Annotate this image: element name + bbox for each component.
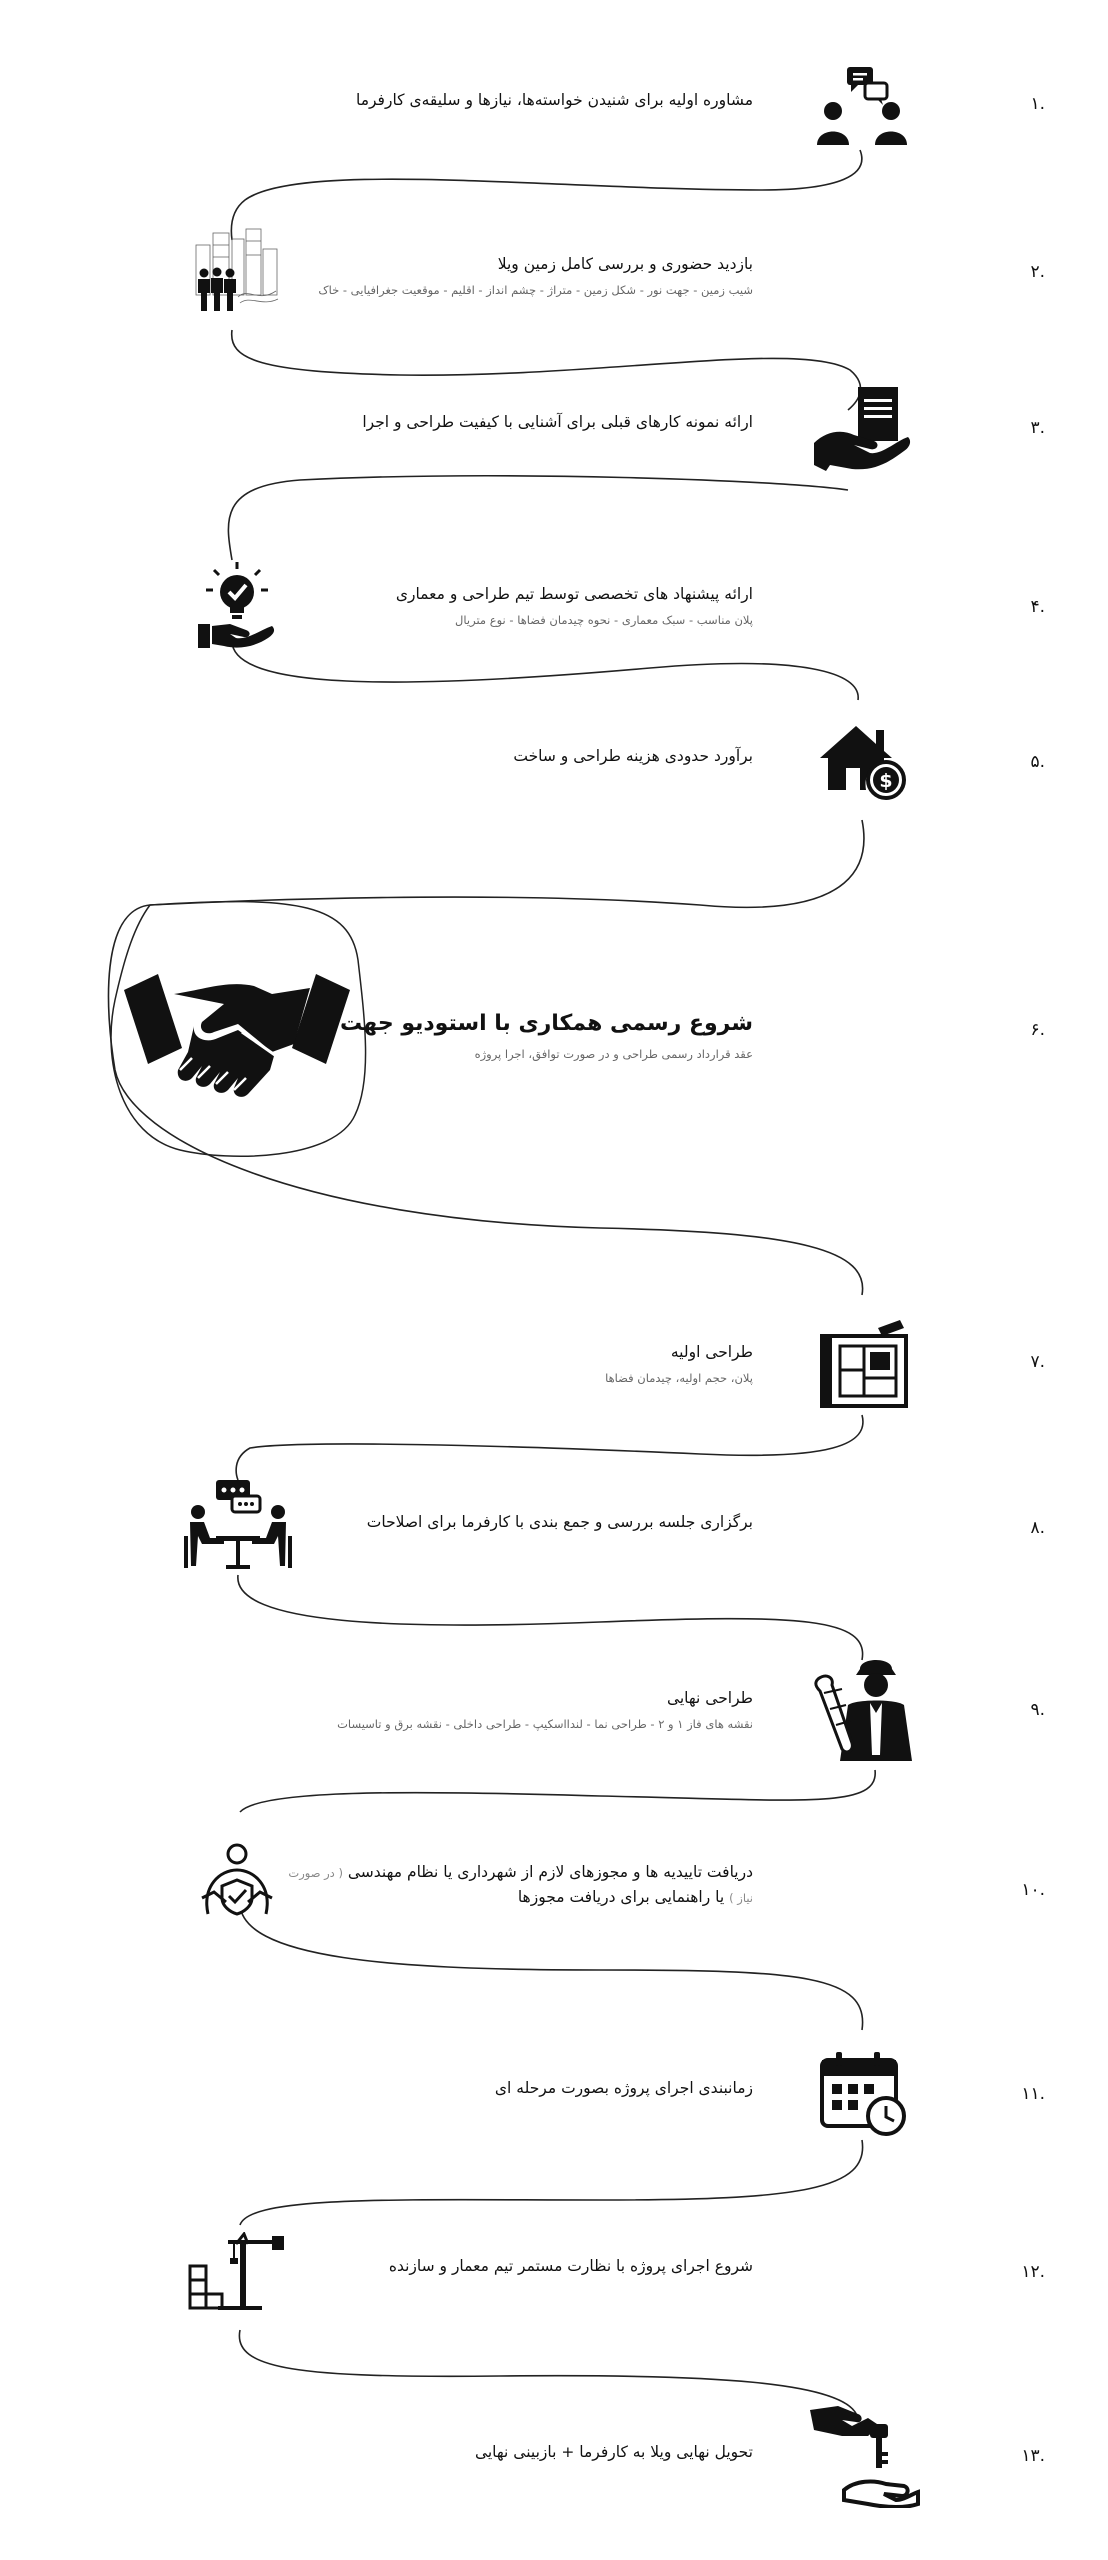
meeting-icon xyxy=(182,1478,294,1570)
step-text xyxy=(193,2440,753,2465)
portfolio-icon xyxy=(812,385,914,473)
site-visit-icon xyxy=(188,225,283,315)
handshake-icon xyxy=(122,960,352,1130)
step-title: مشاوره اولیه برای شنیدن خواسته‌ها، نیازها و سلیقه‌ی کارفرما xyxy=(355,91,753,109)
approval-icon xyxy=(200,1842,274,1918)
step-text xyxy=(193,1686,753,1733)
step-title: طراحی اولیه xyxy=(670,1343,753,1361)
step-number: .۸ xyxy=(1030,1518,1045,1538)
step-number: .۲ xyxy=(1030,262,1045,282)
step-title: برگزاری جلسه بررسی و جمع بندی با کارفرما برای اصلاحات xyxy=(366,1513,753,1531)
step-title-note: ( در صورت xyxy=(288,1866,343,1880)
step-subtitle: پلان مناسب - سبک معماری - نحوه چیدمان فضاها - نوع متریال xyxy=(455,612,753,627)
crane-icon xyxy=(188,2232,288,2312)
step-title: برآورد حدودی هزینه طراحی و ساخت xyxy=(513,747,753,765)
step-number: .۹ xyxy=(1030,1700,1045,1720)
step-text xyxy=(193,1860,753,1910)
svg-text:$: $ xyxy=(879,770,893,792)
step-title-line xyxy=(193,1860,753,1885)
house-cost-icon xyxy=(818,720,910,800)
step-number: .۷ xyxy=(1030,1352,1045,1372)
step-title: ارائه پیشنهاد های تخصصی توسط تیم طراحی و معماری xyxy=(395,585,753,603)
step-title: ارائه نمونه کارهای قبلی برای آشنایی با کیفیت طراحی و اجرا xyxy=(362,413,753,431)
step-subtitle: شیب زمین - جهت نور - شکل زمین - متراژ - چشم انداز - اقلیم - موقعیت جغرافیایی - خاک xyxy=(318,282,753,297)
step-number: .۱۳ xyxy=(1021,2446,1045,2466)
step-title: زمانبندی اجرای پروژه بصورت مرحله ای xyxy=(494,2079,753,2097)
step-title: دریافت تاییدیه ها و مجوزهای لازم از شهرداری یا نظام مهندسی xyxy=(347,1863,753,1881)
step-text xyxy=(193,744,753,769)
step-title: تحویل نهایی ویلا به کارفرما + بازبینی نهایی xyxy=(474,2443,753,2461)
step-title-line xyxy=(193,1885,753,1910)
step-number: .۵ xyxy=(1030,752,1045,772)
step-number: .۱۲ xyxy=(1021,2262,1045,2282)
step-title-continued: یا راهنمایی برای دریافت مجوزها xyxy=(517,1887,730,1906)
step-number: .۴ xyxy=(1030,597,1045,617)
step-subtitle: عقد قرارداد رسمی طراحی و در صورت توافق، اجرا پروژه xyxy=(474,1047,753,1062)
step-text xyxy=(193,1340,753,1387)
step-title: شروع رسمی همکاری با استودیو جهت xyxy=(340,1011,753,1036)
step-title: شروع اجرای پروژه با نظارت مستمر تیم معمار و سازنده xyxy=(388,2257,753,2275)
blueprint-icon xyxy=(818,1318,910,1410)
step-number: .۶ xyxy=(1030,1020,1045,1040)
step-text xyxy=(193,410,753,435)
step-title: طراحی نهایی xyxy=(666,1689,753,1707)
step-subtitle: نقشه های فاز ۱ و ۲ - طراحی نما - لندااسکیپ - طراحی داخلی - نقشه برق و تاسیسات xyxy=(337,1716,753,1731)
step-subtitle: پلان، حجم اولیه، چیدمان فضاها xyxy=(605,1370,753,1385)
step-number: .۱۱ xyxy=(1021,2084,1045,2104)
step-number: .۱ xyxy=(1030,94,1045,114)
step-number: .۱۰ xyxy=(1021,1880,1045,1900)
step-text xyxy=(193,88,753,113)
engineer-icon xyxy=(812,1655,917,1763)
calendar-icon xyxy=(818,2050,910,2138)
step-title: بازدید حضوری و بررسی کامل زمین ویلا xyxy=(497,255,753,273)
consultation-icon xyxy=(815,65,910,147)
key-handover-icon xyxy=(808,2400,920,2508)
idea-icon xyxy=(196,560,278,652)
step-title-note: نیاز ) xyxy=(729,1890,753,1905)
step-text xyxy=(193,2076,753,2101)
step-number: .۳ xyxy=(1030,418,1045,438)
